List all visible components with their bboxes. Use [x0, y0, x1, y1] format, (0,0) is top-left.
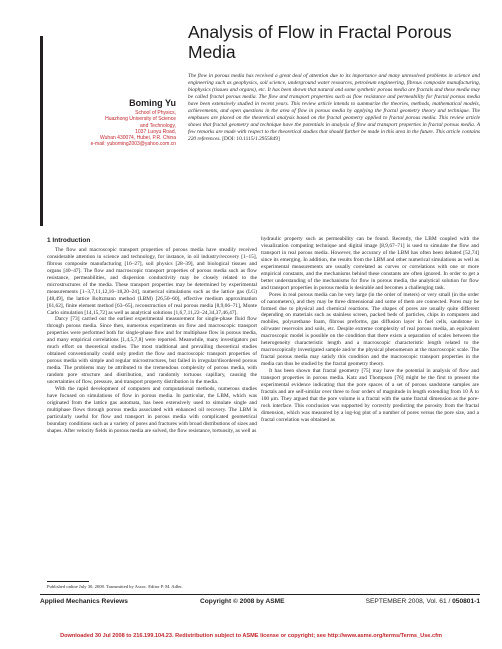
- article-title: Analysis of Flow in Fractal Porous Media: [188, 22, 452, 62]
- article-number: 050801-1: [452, 598, 480, 605]
- issue-date: SEPTEMBER 2008, Vol. 61 /: [365, 598, 453, 605]
- body-paragraph: Darcy [73] carried out the earliest experimental measurement for single-phase fluid flow through porous media. Since then, numerous experiments on flow and macroscopic transport properties were performed both for single-phase flow and for multiphase flow in porous media, and many empirical correlations [1,4,5,7,8] were reported. Meanwhile, many investigators put much effort on theoretical studies. The most traditional and prevailing theoretical studies obtained conventionally could only predict the flow and macroscopic transport properties of porous media with simple and regular microstructures, but failed in irregular/disordered porous media. The problems may be attributed to the tremendous complexity of porous media, with random pore structure and distribution, and randomly tortuous capillary, causing the uncertainties of flow, pressure, and transport property distribution in the media.: [47, 316, 257, 386]
- body-paragraph: With the rapid development of computers and computational methods, numerous studies have focused on simulations of flow in porous media. In particular, the LBM, which was originated from the lattice gas automata, has been extensively used to simulate single and multiphase flows through porous media associated with enhanced oil recovery. The LBM is particularly useful for flow and transport in porous media with complicated geometrical boundary conditions such as a variety of pores and fractures with broad distributions of sizes and shapes. After velocity fields in porous media are solved, the flow resistance, tortuosity, as well as: [47, 386, 257, 434]
- body-column-right: [261, 236, 479, 424]
- author-block: [40, 98, 176, 148]
- doi-link[interactable]: [DOI: 10.1115/1.2955849]: [222, 135, 280, 142]
- page-footer: [40, 598, 480, 610]
- affiliation-line: School of Physics,: [135, 110, 176, 116]
- abstract-text: The flow in porous media has received a great deal of attention due to its importance and many unresolved problems in science and engineering such as geophysics, soil science, underground water resources, petroleum engineering, fibrous composite manufacturing, biophysics (tissues and organs), etc. It has been shown that natural and some synthetic porous media are fractals and these media may be called fractal porous media. The flow and transport properties such as flow resistance and permeability for fractal porous media have been extensively studied in recent years. This review article intends to summarize the theories, methods, mathematical models, achievements, and open questions in the area of flow in porous media by applying the fractal geometry theory and technique. The emphases are placed on the theoretical analysis based on the fractal geometry applied to fractal porous media. This review article shows that fractal geometry and technique have the potentials in analysis of flow and transport properties in fractal porous media. A few remarks are made with respect to the theoretical studies that should further be made in this area in the future. This article contains 220 references.: [188, 73, 480, 142]
- affiliation-line: Wuhan 430074, Hubei, P.R. China: [100, 135, 176, 142]
- footer-divider: [40, 594, 480, 595]
- footnote: Published online July 30, 2008. Transmitted by Assoc. Editor P. M. Adler.: [47, 584, 183, 589]
- journal-name: Applied Mechanics Reviews: [40, 598, 128, 605]
- body-paragraph: hydraulic property such as permeability can be found. Recently, the LBM coupled with the visualization computing technique and digital image [8,9,67–71] is used to simulate the flow and transport in real porous media. However, the accuracy of the LBM has often been debated [52,74] since its emerging. In addition, the results from the LBM and other numerical simulations as well as experimental measurements are usually correlated as curves or correlations with one or more empirical constants, and the mechanisms behind these constants are often ignored. In order to get a better understanding of the mechanisms for flow in porous media, the analytical solution for flow and transport properties in porous media is desirable and becomes a challenging task.: [261, 236, 479, 291]
- author-name: Boming Yu: [129, 98, 176, 108]
- author-email[interactable]: e-mail: yuboming2003@yahoo.com.cn: [90, 141, 176, 148]
- affiliation-line: and Technology,: [140, 122, 176, 129]
- section-heading: 1 Introduction: [47, 237, 91, 244]
- affiliation-line: 1037 Luoyu Road,: [135, 128, 176, 135]
- body-paragraph: It has been shown that fractal geometry [75] may have the potential in analysis of flow and transport properties in porous media. Katz and Thompson [76] might be the first to present the experimental evidence indicating that the pore spaces of a set of porous sandstone samples are fractals and are self-similar over three to four orders of magnitude in length extending from 10 Å to 100 μm. They argued that the pore volume is a fractal with the same fractal dimension as the pore-rock interface. This conclusion was supported by correctly predicting the porosity from the fractal dimension, which was measured by a log-log plot of a number of pores versus the pore size, and a fractal correlation was obtained as: [261, 368, 479, 423]
- copyright-notice: Copyright © 2008 by ASME: [200, 598, 285, 605]
- body-paragraph: The flow and macroscopic transport properties of porous media have steadily received considerable attention in science and technology, for instance, in oil industry/recovery [1–15], fibrous composite manufacturing [16–27], soil physics [28–39], and biological tissues and organs [40–47]. The flow and macroscopic transport properties of porous media such as flow resistance, permeabilities, and dispersion conductivity may be closely related to the microstructures of the media. These transport properties may be determined by experimental measurements [1–3,7,11,12,16–18,20–24], numerical simulations such as the lattice gas (LG) [48,49], the lattice Boltzmann method (LBM) [26,50–60], effective medium approximation [61,62], finite element method [63–65], reconstruction of real porous media [8,9,66–71], Monte Carlo simulation [14,15,72] as well as analytical solutions [1,6,7,11,22–24,34,37,46,47].: [47, 246, 257, 316]
- abstract: [188, 73, 480, 143]
- body-column-left: [47, 238, 257, 435]
- download-notice[interactable]: Downloaded 30 Jul 2008 to 216.199.104.23. Redistribution subject to ASME license or copyright; see http://www.asme.org/terms/Terms_Use.cfm: [60, 633, 442, 639]
- body-paragraph: Pores in real porous media can be very large (in the order of meters) or very small (in the order of nanometers), and they may be three dimensional and some of them are connected. Pores may be formed due to physical and chemical reactions. The shapes of pores are usually quite different depending on materials such as stainless screen, packed beds of particles, chips in computers and mobiles, polyurethane foam, fibrous preforms, gas diffusion layer in fuel cells, sandstone in oil/water reservoirs and soils, etc. Despite extreme complexity of real porous media, an equivalent macroscopic model is possible on the condition that there exists a separation of scales between the heterogeneity characteristic length and a macroscopic characteristic length related to the macroscopically investigated sample and/or the physical phenomenon at the macroscopic scale. The fractal porous media may satisfy this condition and the macroscopic transport properties in the media can thus be studied by the fractal geometry theory.: [261, 291, 479, 368]
- affiliation-line: Huazhong University of Science: [105, 116, 176, 123]
- issue-info: [366, 598, 480, 605]
- footnote-divider: [47, 581, 89, 582]
